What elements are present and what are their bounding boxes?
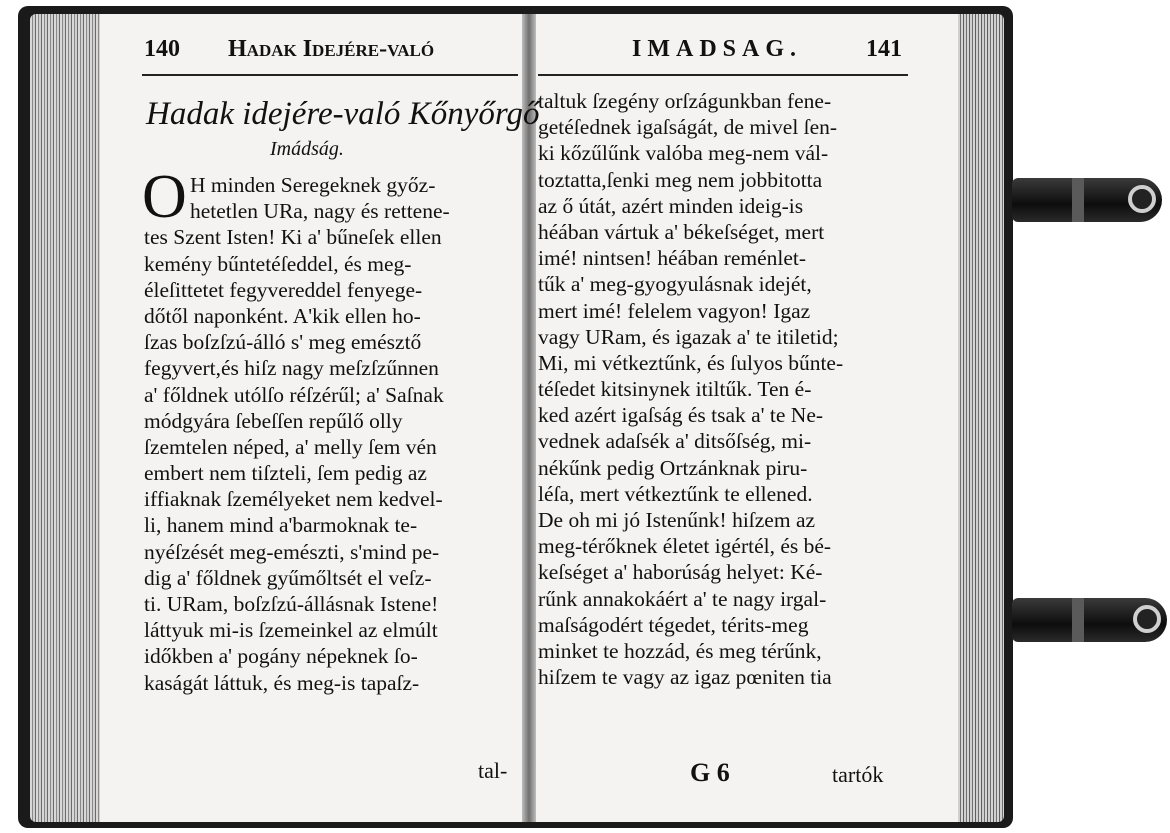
text-line: kemény bűntetéſeddel, és meg- <box>144 251 412 276</box>
text-line: hetetlen URa, nagy és rettene- <box>190 199 450 224</box>
clasp-bottom <box>1012 598 1167 642</box>
text-line: léſa, mert vétkeztűnk te ellened. <box>538 481 813 506</box>
page-edges-right <box>958 14 1004 822</box>
text-line: nékűnk pedig Ortzánknak piru- <box>538 455 808 480</box>
left-head-rule <box>142 74 518 76</box>
text-line: ki kőzűlűnk valóba meg-nem vál- <box>538 141 829 166</box>
text-line: maſságodért tégedet, térits-meg <box>538 612 809 637</box>
text-line: embert nem tiſzteli, ſem pedig az <box>144 461 427 486</box>
left-page-number: 140 <box>144 36 180 62</box>
text-line: imé! nintsen! héában reménlet- <box>538 246 807 271</box>
text-line: li, hanem mind a'barmoknak te- <box>144 513 418 538</box>
right-running-head: IMADSAG. <box>632 36 803 62</box>
text-line: keſséget a' haborúság helyet: Ké- <box>538 560 823 585</box>
text-line: a' főldnek utólſo réſzérűl; a' Saſnak <box>144 382 444 407</box>
text-line: minket te hozzád, és meg térűnk, <box>538 638 822 663</box>
text-line: dig a' főldnek gyűmőltsét el veſz- <box>144 565 432 590</box>
text-line: hiſzem te vagy az igaz pœniten tia <box>538 665 832 690</box>
text-line: láttyuk mi-is ſzemeinkel az elmúlt <box>144 618 438 643</box>
right-head-rule <box>538 74 908 76</box>
signature-mark: G 6 <box>690 758 730 787</box>
text-line: tűk a' meg-gyogyulásnak idejét, <box>538 272 812 297</box>
prayer-subtitle: Imádság. <box>270 138 344 160</box>
text-line: vagy URam, és igazak a' te itiletid; <box>538 324 839 349</box>
text-line: nyéſzését meg-emészti, s'mind pe- <box>144 539 440 564</box>
text-line: toztatta,ſenki meg nem jobbitotta <box>538 167 823 192</box>
text-line: héában vártuk a' békeſséget, mert <box>538 219 825 244</box>
text-line: módgyára ſebeſſen repűlő olly <box>144 408 403 433</box>
text-line: ti. URam, boſzſzú-állásnak Istene! <box>144 592 439 616</box>
text-line: az ő útát, azért minden ideig-is <box>538 193 804 218</box>
drop-cap: O <box>142 163 187 231</box>
text-line: De oh mi jó Istenűnk! hiſzem az <box>538 508 816 532</box>
page-edges-left <box>30 14 100 822</box>
text-line: ked azért igaſság és tsak a' te Ne- <box>538 403 824 428</box>
text-line: mert imé! felelem vagyon! Igaz <box>538 298 811 323</box>
text-line: fegyvert,és hiſz nagy meſzſzűnnen <box>144 356 439 381</box>
right-page-text <box>538 88 843 690</box>
text-line: Mi, mi vétkeztűnk, és ſulyos bűnte- <box>538 350 844 375</box>
text-line: getéſednek igaſságát, de mivel ſen- <box>538 115 838 140</box>
text-line: meg-térőknek életet igértél, és bé- <box>538 534 832 559</box>
clasp-top <box>1012 178 1162 222</box>
right-catchword: tartók <box>832 762 884 787</box>
left-catchword: tal- <box>478 758 508 783</box>
text-line: kaságát láttuk, és meg-is tapaſz- <box>144 670 420 695</box>
text-line: vednek adaſsék a' ditsőſség, mi- <box>538 429 812 454</box>
right-page-number: 141 <box>866 36 902 62</box>
text-line: dőtől naponként. A'kik ellen ho- <box>144 303 421 328</box>
left-page-text <box>144 172 450 696</box>
text-line: éleſittetet fegyvereddel fenyege- <box>144 277 423 302</box>
text-line: rűnk annakokáért a' te nagy irgal- <box>538 586 827 611</box>
text-line: időkben a' pogány népeknek ſo- <box>144 644 418 669</box>
book-gutter <box>522 14 536 822</box>
text-line: ſzemtelen néped, a' melly ſem vén <box>144 434 437 459</box>
text-line: tes Szent Isten! Ki a' bűneſek ellen <box>144 225 442 250</box>
prayer-title: Hadak idejére-való Kőnyőrgő <box>146 96 540 132</box>
text-line: H minden Seregeknek győz- <box>190 173 436 197</box>
text-line: ſzas boſzſzú-álló s' meg emésztő <box>144 330 422 355</box>
text-line: iffiaknak ſzemélyeket nem kedvel- <box>144 487 443 512</box>
text-line: taltuk ſzegény orſzágunkban fene- <box>538 89 832 113</box>
text-line: téſedet kitsinynek itiltűk. Ten é- <box>538 377 812 402</box>
left-running-head: Hadak Idejére-való <box>228 36 435 62</box>
